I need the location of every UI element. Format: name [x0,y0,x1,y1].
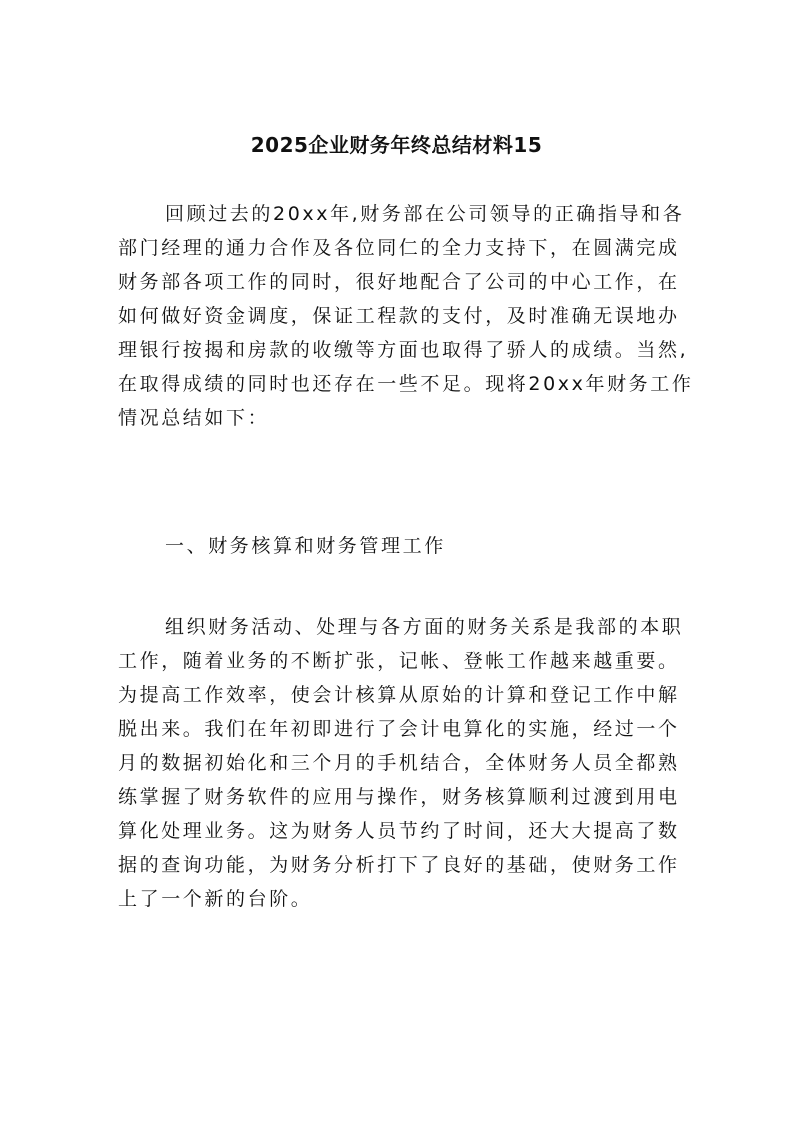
paragraph-line: 月的数据初始化和三个月的手机结合，全体财务人员全都熟 [118,752,680,774]
paragraph-line: 回顾过去的20xx年,财务部在公司领导的正确指导和各 [165,203,685,225]
paragraph-line: 理银行按揭和房款的收缴等方面也取得了骄人的成绩。当然, [118,339,689,361]
paragraph-intro [118,197,694,435]
paragraph-line: 上了一个新的台阶。 [118,888,313,910]
paragraph-line: 为提高工作效率，使会计核算从原始的计算和登记工作中解 [118,684,680,706]
document-title: 2025企业财务年终总结材料15 [250,133,543,157]
section-heading [118,529,690,563]
section-heading-text: 一、财务核算和财务管理工作 [165,535,446,557]
paragraph-accounting [118,610,690,916]
paragraph-line: 在取得成绩的同时也还存在一些不足。现将20xx年财务工作 [118,373,694,395]
paragraph-line: 部门经理的通力合作及各位同仁的全力支持下，在圆满完成 [118,237,680,259]
paragraph-line: 算化处理业务。这为财务人员节约了时间，还大大提高了数 [118,820,680,842]
paragraph-line: 如何做好资金调度，保证工程款的支付，及时准确无误地办 [118,305,680,327]
paragraph-line: 据的查询功能，为财务分析打下了良好的基础，使财务工作 [118,854,680,876]
paragraph-line: 工作，随着业务的不断扩张，记帐、登帐工作越来越重要。 [118,650,680,672]
paragraph-line: 练掌握了财务软件的应用与操作，财务核算顺利过渡到用电 [118,786,680,808]
paragraph-line: 脱出来。我们在年初即进行了会计电算化的实施，经过一个 [118,718,680,740]
paragraph-line: 财务部各项工作的同时，很好地配合了公司的中心工作，在 [118,271,680,293]
paragraph-line: 情况总结如下： [118,407,270,429]
paragraph-line: 组织财务活动、处理与各方面的财务关系是我部的本职 [165,616,684,638]
